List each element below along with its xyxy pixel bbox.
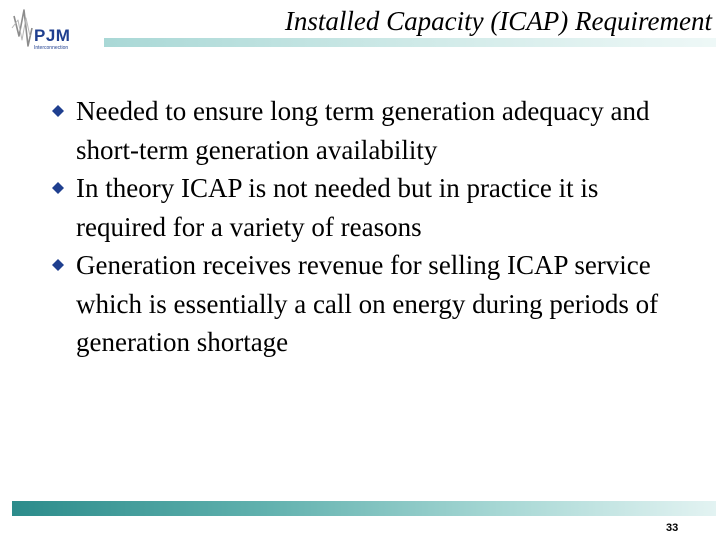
bullet-item — [46, 169, 686, 246]
pjm-logo-mark-icon — [10, 6, 34, 52]
bullet-text: Needed to ensure long term generation adequacy and short-term generation availability — [76, 96, 650, 165]
logo-subtext: Interconnection — [34, 45, 69, 51]
footer-bar — [12, 501, 716, 516]
logo-wordmark: PJM — [34, 26, 71, 45]
bullet-item — [46, 246, 686, 362]
bullet-item — [46, 92, 686, 169]
diamond-bullet-icon — [52, 105, 64, 117]
title-underline-bar — [104, 38, 716, 47]
diamond-bullet-icon — [52, 182, 64, 194]
slide-title: Installed Capacity (ICAP) Requirement — [284, 6, 712, 36]
diamond-bullet-icon — [52, 259, 64, 271]
bullet-text: Generation receives revenue for selling ICAP service which is essentially a call on energy during periods of generation shortage — [76, 250, 659, 357]
page-number: 33 — [666, 522, 679, 534]
pjm-logo — [10, 6, 110, 52]
bullet-text: In theory ICAP is not needed but in practice it is required for a variety of reasons — [76, 173, 599, 242]
bullet-list — [46, 92, 686, 362]
